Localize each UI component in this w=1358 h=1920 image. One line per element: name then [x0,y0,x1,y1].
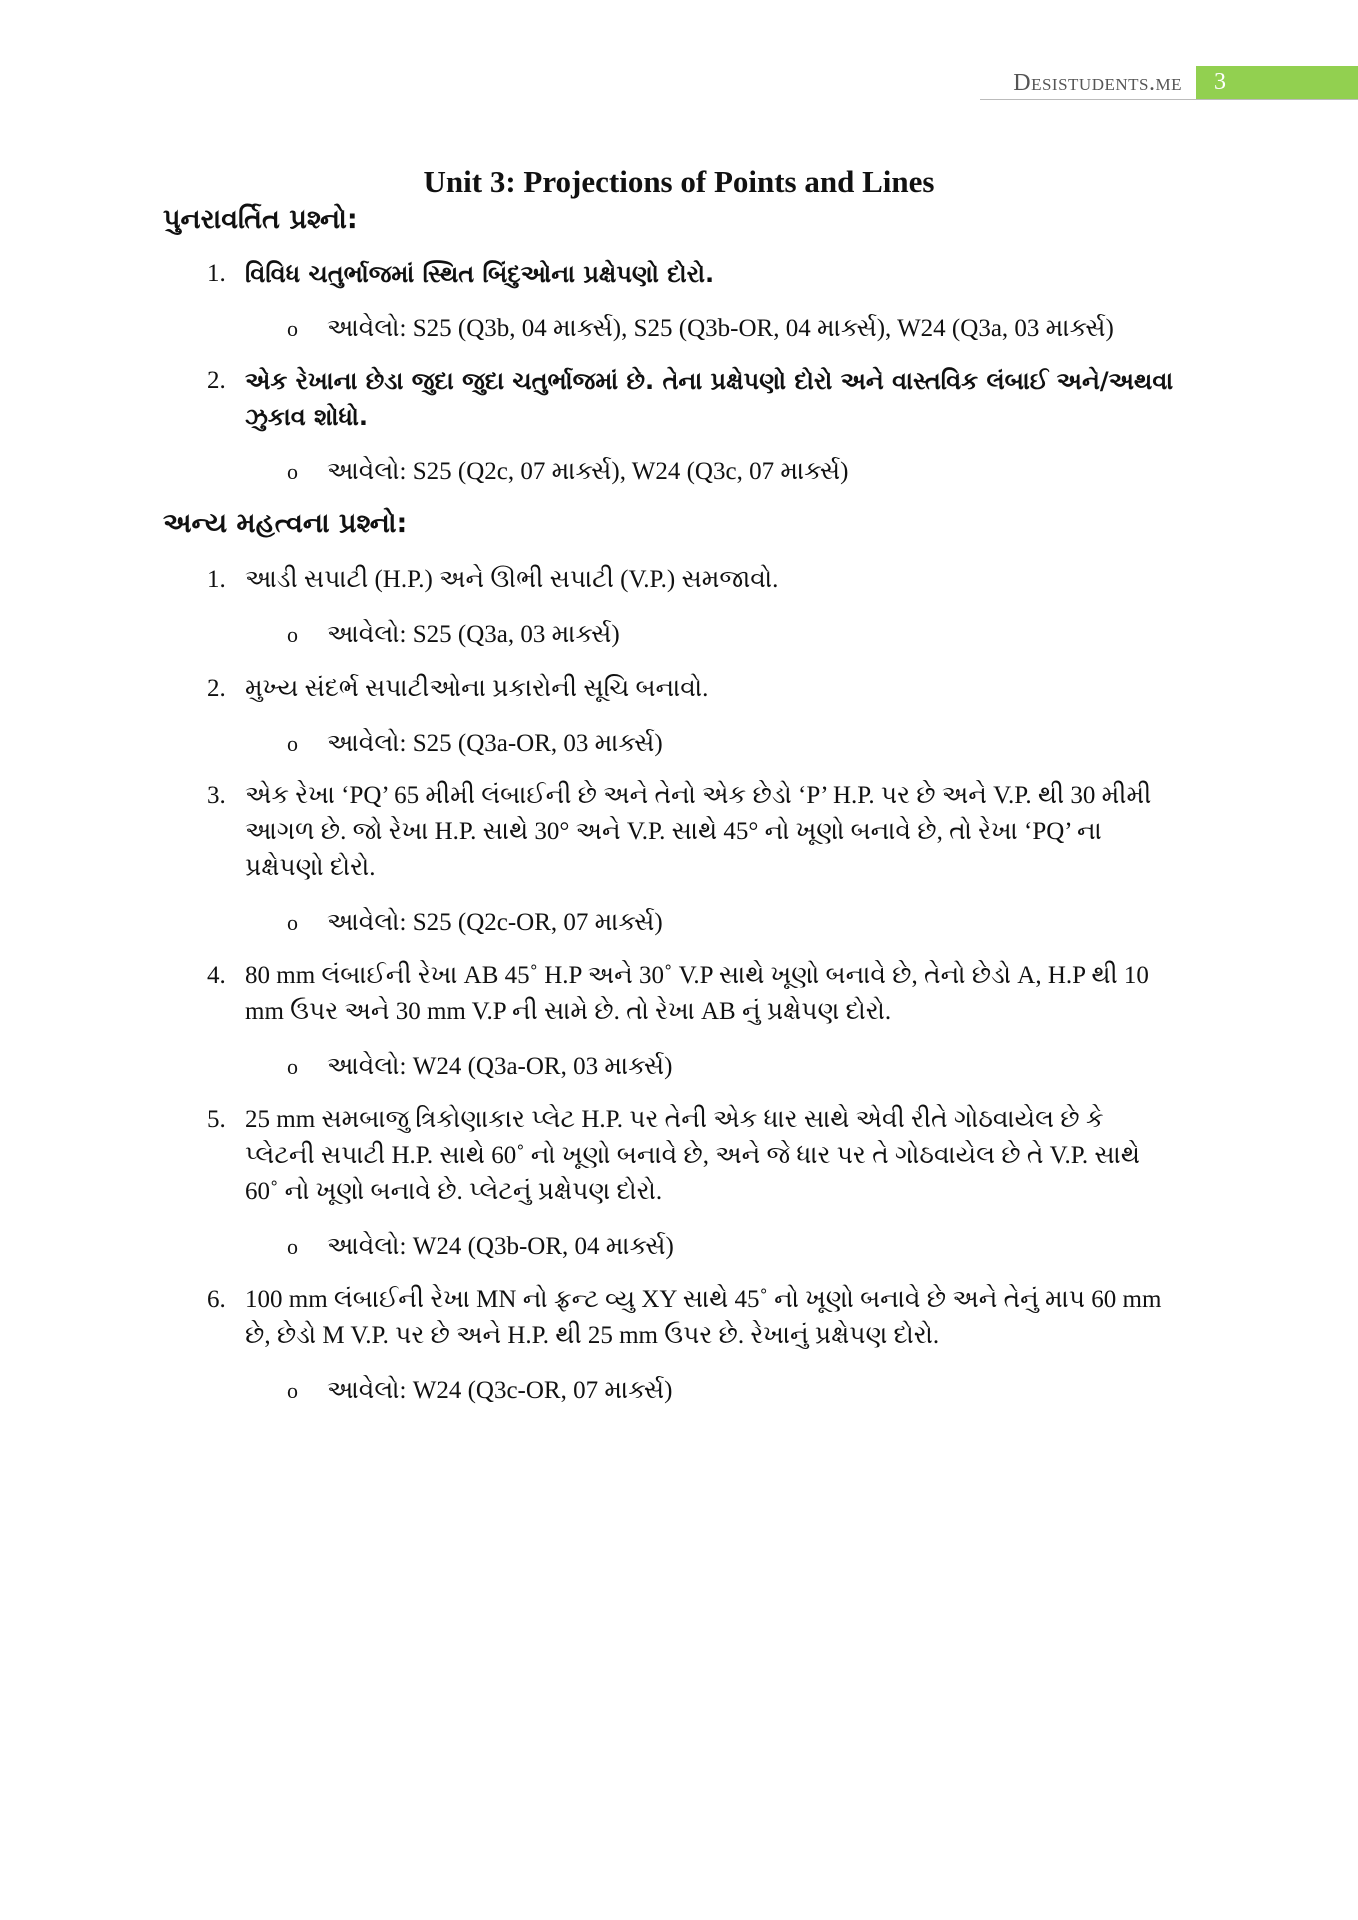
question-number: 2. [207,367,226,394]
bullet-icon: o [287,910,298,935]
question-number: 5. [207,1106,226,1133]
source-text: આવેલો: S25 (Q2c-OR, 07 માર્ક્સ) [327,909,663,936]
page-header [1013,66,1358,100]
important-question-6 [207,1282,1177,1354]
important-question-2 [207,671,1177,707]
question-number: 3. [207,782,226,809]
question-text: મુખ્ય સંદર્ભ સપાટીઓના પ્રકારોની સૂચિ બનાવો. [245,675,709,702]
question-text: 80 mm લંબાઈની રેખા AB 45˚ H.P અને 30˚ V.P સાથે ખૂણો બનાવે છે, તેનો છેડો A, H.P થી 10 mm ઉપર અને 30 mm V.P ની સામે છે. તો રેખા AB નું પ્રક્ષેપણ દોરો. [245,962,1149,1025]
question-text: આડી સપાટી (H.P.) અને ઊભી સપાટી (V.P.) સમજાવો. [245,566,779,593]
important-question-1 [207,562,1177,598]
important-question-4-source [287,1050,672,1084]
page-title: Unit 3: Projections of Points and Lines [423,164,935,199]
important-question-5 [207,1102,1177,1210]
question-number: 2. [207,675,226,702]
page-number: 3 [1196,66,1358,100]
bullet-icon: o [287,622,298,647]
repeated-question-1 [207,256,1177,292]
important-question-3-source [287,906,663,940]
source-text: આવેલો: S25 (Q2c, 07 માર્ક્સ), W24 (Q3c, 07 માર્ક્સ) [327,458,849,485]
bullet-icon: o [287,1054,298,1079]
source-text: આવેલો: S25 (Q3b, 04 માર્ક્સ), S25 (Q3b-OR, 04 માર્ક્સ), W24 (Q3a, 03 માર્ક્સ) [327,315,1114,342]
bullet-icon: o [287,731,298,756]
bullet-icon: o [287,1378,298,1403]
important-question-1-source [287,618,620,652]
header-divider [980,99,1358,100]
repeated-question-2-source [287,455,848,489]
question-text: એક રેખાના છેડા જુદા જુદા ચતુર્ભાજમાં છે. તેના પ્રક્ષેપણો દોરો અને વાસ્તવિક લંબાઈ અને/અથવા ઝુકાવ શોધો. [245,367,1174,431]
question-number: 1. [207,566,226,593]
important-question-4 [207,958,1177,1030]
question-text: 25 mm સમબાજુ ત્રિકોણાકાર પ્લેટ H.P. પર તેની એક ધાર સાથે એવી રીતે ગોઠવાયેલ છે કે પ્લેટની સપાટી H.P. સાથે 60˚ નો ખૂણો બનાવે છે, અને જે ધાર પર તે ગોઠવાયેલ છે તે V.P. સાથે 60˚ નો ખૂણો બનાવે છે. પ્લેટનું પ્રક્ષેપણ દોરો. [245,1106,1140,1205]
bullet-icon: o [287,459,298,484]
question-number: 1. [207,260,226,287]
question-number: 4. [207,962,226,989]
repeated-question-2 [207,363,1177,435]
source-text: આવેલો: W24 (Q3c-OR, 07 માર્ક્સ) [327,1377,673,1404]
important-question-6-source [287,1374,672,1408]
important-question-3 [207,778,1177,886]
repeated-question-1-source [287,312,1114,346]
repeated-questions-heading: પુનરાવર્તિત પ્રશ્નો: [163,204,358,235]
question-text: એક રેખા ‘PQ’ 65 મીમી લંબાઈની છે અને તેનો એક છેડો ‘P’ H.P. પર છે અને V.P. થી 30 મીમી આગળ છે. જો રેખા H.P. સાથે 30° અને V.P. સાથે 45° નો ખૂણો બનાવે છે, તો રેખા ‘PQ’ ના પ્રક્ષેપણો દોરો. [245,782,1152,881]
question-text: 100 mm લંબાઈની રેખા MN નો ફ્રન્ટ વ્યુ XY સાથે 45˚ નો ખૂણો બનાવે છે અને તેનું માપ 60 mm છે, છેડો M V.P. પર છે અને H.P. થી 25 mm ઉપર છે. રેખાનું પ્રક્ષેપણ દોરો. [245,1286,1162,1349]
important-question-2-source [287,727,663,761]
source-text: આવેલો: W24 (Q3a-OR, 03 માર્ક્સ) [327,1053,673,1080]
important-question-5-source [287,1230,674,1264]
source-text: આવેલો: S25 (Q3a-OR, 03 માર્ક્સ) [327,730,663,757]
source-text: આવેલો: S25 (Q3a, 03 માર્ક્સ) [327,621,620,648]
bullet-icon: o [287,1234,298,1259]
site-name: Desistudents.me [1013,70,1182,96]
important-questions-heading: અન્ય મહત્વના પ્રશ્નો: [163,508,408,539]
bullet-icon: o [287,316,298,341]
question-text: વિવિધ ચતુર્ભાજમાં સ્થિત બિંદુઓના પ્રક્ષેપણો દોરો. [245,260,715,288]
question-number: 6. [207,1286,226,1313]
source-text: આવેલો: W24 (Q3b-OR, 04 માર્ક્સ) [327,1233,674,1260]
